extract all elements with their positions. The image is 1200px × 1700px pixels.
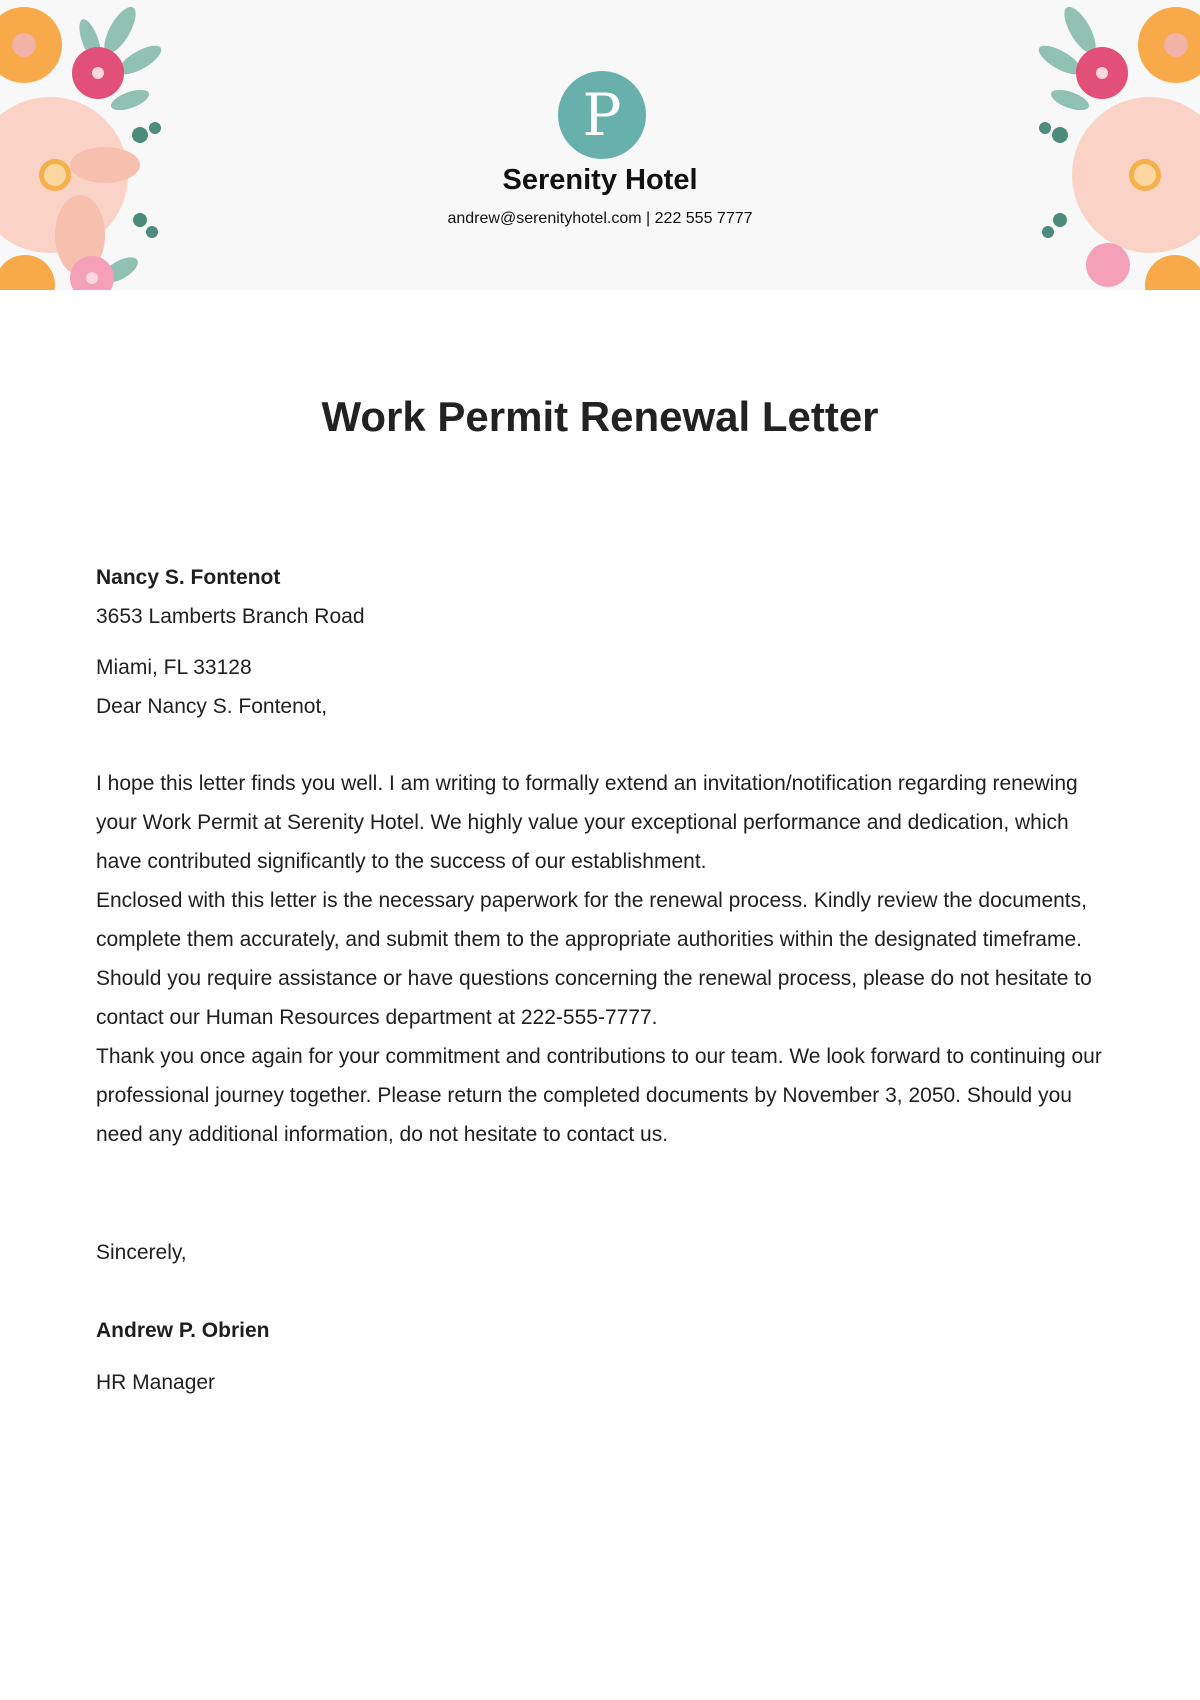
closing: Sincerely,: [96, 1241, 187, 1264]
letter-body: [96, 764, 1116, 1154]
body-paragraph: Enclosed with this letter is the necessary paperwork for the renewal process. Kindly review the documents, complete them accurately, and submit them to the appropriate authorities within the designated timeframe. Should you require assistance or have questions concerning the renewal process, please do not hesitate to contact our Human Resources department at 222-555-7777.: [96, 889, 1092, 1029]
body-paragraph: I hope this letter finds you well. I am writing to formally extend an invitation/notification regarding renewing your Work Permit at Serenity Hotel. We highly value your exceptional performance and dedication, which have contributed significantly to the success of our establishment.: [96, 772, 1078, 873]
hotel-contact: andrew@serenityhotel.com | 222 555 7777: [447, 210, 753, 227]
recipient-name: Nancy S. Fontenot: [96, 566, 281, 589]
hotel-logo: P: [558, 71, 646, 159]
sender-name: Andrew P. Obrien: [96, 1319, 270, 1342]
salutation: Dear Nancy S. Fontenot,: [96, 695, 328, 718]
hotel-name: Serenity Hotel: [502, 164, 698, 196]
body-paragraph: Thank you once again for your commitment and contributions to our team. We look forward to continuing our professional journey together. Please return the completed documents by November 3, 2050. Should you need any additional information, do not hesitate to contact us.: [96, 1045, 1102, 1146]
letter-title: Work Permit Renewal Letter: [321, 393, 879, 440]
recipient-address-line2: Miami, FL 33128: [96, 656, 252, 679]
floral-decoration-right: [1030, 0, 1200, 290]
recipient-address-line1: 3653 Lamberts Branch Road: [96, 605, 365, 628]
floral-decoration-left: [0, 0, 170, 290]
letterhead: [0, 0, 1200, 290]
sender-position: HR Manager: [96, 1371, 216, 1394]
